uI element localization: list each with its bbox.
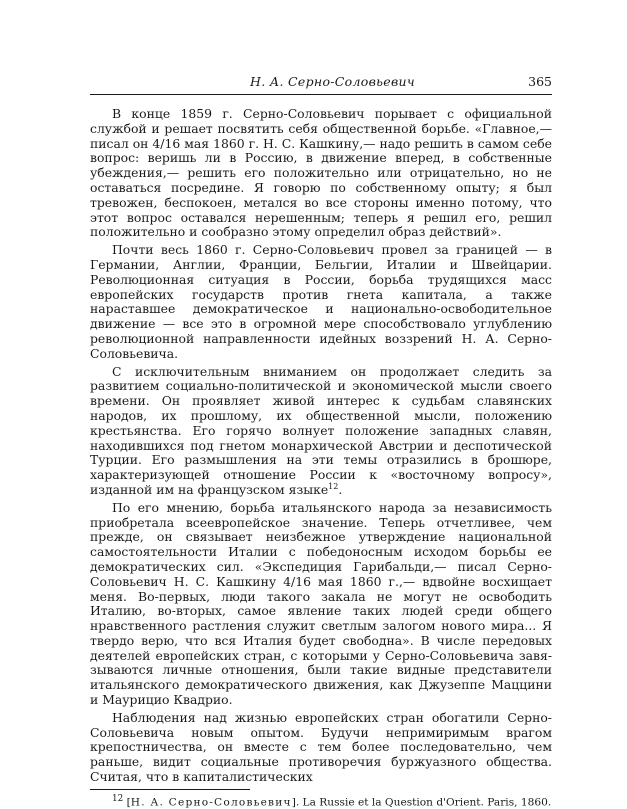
footnote	[90, 793, 552, 809]
page-number: 365	[528, 74, 552, 89]
running-header	[90, 72, 552, 95]
paragraph-1: В конце 1859 г. Серно-Соловьевич порывает с официальной службой и решает посвятить себя общественной борьбе. «Главное,— писал он 4/16 мая 1860 г. Н. С. Кашкину,— надо решить в самом себе вопрос: веришь ли в Россию, в движение вперед, в собственные убеждения,— решить его положительно или отрицательно, но не оставаться посредине. Я говорю по собственному опыту; я был тревожен, беспокоен, метался во все стороны именно потому, что этот вопрос оставался нерешенным; теперь я решил его, решил положительно и сообразно этому определил образ действий».	[90, 106, 552, 240]
footnote-number: 12	[112, 793, 124, 804]
body-text	[90, 107, 552, 785]
footnote-divider	[90, 789, 250, 790]
paragraph-4: По его мнению, борьба итальянского народа за независимость приобретала всеевропейское значение. Теперь отчетливее, чем прежде, он связывает неизбежное утверждение национальной самостоятельности Италии с победоносным исходом борьбы ее демократических сил. «Экспедиция Гарибальди,— писал Серно-Соловьевич Н. С. Кашкину 4/16 мая 1860 г.,— вдвойне восхищает меня. Во-первых, люди такого закала не могут не освободить Италию, во-вторых, самое явление таких людей среди общего нравственного растления служит светлым залогом нового мира... Я твердо верю, что вся Италия будет свободна». В числе передовых деятелей европейских стран, с которыми у Серно-Соловьевича завязываются личные отношения, были такие видные представители итальянского демократического движения, как Джузеппе Маццини и Маурицио Квадрио.	[90, 499, 552, 708]
paragraph-3-text: С исключительным вниманием он продолжает следить за развитием социально-политической и экономической мысли своего времени. Он проявляет живой интерес к судьбам славянских народов, их прошлому, их общественной мысли, положению крестьянства. Его горячо волнует положение западных славян, находившихся под гнетом монархической Австрии и деспотической Турции. Его размышления на эти темы отразились в брошюре, характеризующей отношение России к «восточному вопросу», изданной им на французском языке	[90, 363, 552, 497]
running-title: Н. А. Серно-Соловьевич	[250, 74, 415, 89]
book-page	[90, 72, 552, 809]
footnote-bracket: [	[126, 796, 131, 809]
footnote-citation: ]. La Russie et la Question d'Orient. Paris, 1860.	[291, 796, 552, 809]
footnote-reference[interactable]: 12	[328, 481, 339, 491]
paragraph-5: Наблюдения над жизнью европейских стран обогатили Серно-Соловьевича новым опытом. Будучи непримиримым врагом крепостничества, он вместе с тем более последовательно, чем раньше, видит социальные противоречия буржуазного общества. Считая, что в капиталистических	[90, 709, 552, 785]
footnote-author: Н. А. Серно-Соловьевич	[130, 796, 292, 809]
paragraph-2: Почти весь 1860 г. Серно-Соловьевич провел за границей — в Германии, Англии, Франции, Бельгии, Италии и Швейцарии. Революционная ситуация в России, борьба трудящихся масс европейских государств против гнета капитала, а также нараставшее демократическое и национально-освободительное движение — все это в огромной мере способствовало углублению революционной направленности идейных воззрений Н. А. Серно-Соловьевича.	[90, 242, 552, 361]
paragraph-3: С исключительным вниманием он продолжает следить за развитием социально-политической и экономической мысли своего времени. Он проявляет живой интерес к судьбам славянских народов, их прошлому, их общественной мысли, положению крестьянства. Его горячо волнует положение западных славян, находившихся под гнетом монархической Австрии и деспотической Турции. Его размышления на эти темы отразились в брошюре, характеризующей отношение России к «восточному вопросу», изданной им на французском языке$^{12}$.	[90, 363, 552, 497]
